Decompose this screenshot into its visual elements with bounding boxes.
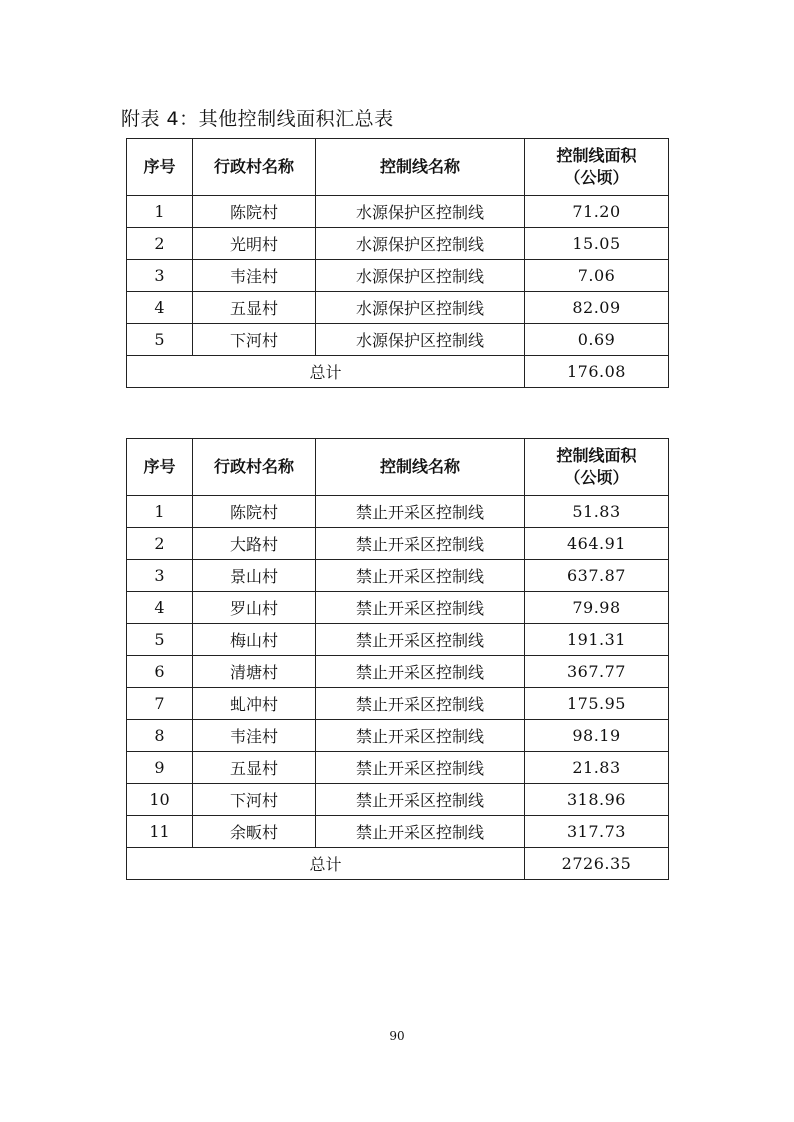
table-row — [127, 656, 669, 688]
row-village: 清塘村 — [193, 656, 316, 688]
row-area: 637.87 — [525, 560, 669, 592]
table-body — [127, 496, 669, 848]
page-number: 90 — [389, 1029, 405, 1043]
row-area: 7.06 — [525, 260, 669, 292]
table-header-row — [127, 139, 669, 196]
row-control-line: 禁止开采区控制线 — [316, 816, 525, 848]
table-row — [127, 324, 669, 356]
table-row — [127, 260, 669, 292]
row-area: 367.77 — [525, 656, 669, 688]
row-control-line: 禁止开采区控制线 — [316, 720, 525, 752]
table-row — [127, 292, 669, 324]
row-area: 15.05 — [525, 228, 669, 260]
table-row — [127, 752, 669, 784]
header-area-title: 控制线面积 — [556, 146, 637, 165]
water-source-control-table — [126, 138, 669, 388]
row-village: 大路村 — [193, 528, 316, 560]
table-row — [127, 196, 669, 228]
row-control-line: 禁止开采区控制线 — [316, 656, 525, 688]
table-row — [127, 816, 669, 848]
row-village: 五显村 — [193, 752, 316, 784]
header-line: 控制线名称 — [316, 439, 525, 496]
header-village: 行政村名称 — [193, 439, 316, 496]
row-control-line: 禁止开采区控制线 — [316, 752, 525, 784]
row-seq: 4 — [127, 592, 193, 624]
row-seq: 7 — [127, 688, 193, 720]
row-area: 191.31 — [525, 624, 669, 656]
table-row — [127, 624, 669, 656]
row-seq: 5 — [127, 624, 193, 656]
row-control-line: 水源保护区控制线 — [316, 260, 525, 292]
row-seq: 6 — [127, 656, 193, 688]
row-seq: 1 — [127, 196, 193, 228]
row-village: 韦洼村 — [193, 260, 316, 292]
total-value: 176.08 — [525, 356, 669, 388]
row-seq: 4 — [127, 292, 193, 324]
table-header-row — [127, 439, 669, 496]
header-area — [525, 439, 669, 496]
row-control-line: 禁止开采区控制线 — [316, 624, 525, 656]
total-label: 总计 — [127, 848, 525, 880]
header-village: 行政村名称 — [193, 139, 316, 196]
header-area-unit: （公顷） — [564, 468, 629, 487]
row-village: 韦洼村 — [193, 720, 316, 752]
row-area: 317.73 — [525, 816, 669, 848]
row-area: 98.19 — [525, 720, 669, 752]
row-control-line: 水源保护区控制线 — [316, 324, 525, 356]
row-seq: 1 — [127, 496, 193, 528]
row-village: 梅山村 — [193, 624, 316, 656]
table-row — [127, 228, 669, 260]
row-village: 余畈村 — [193, 816, 316, 848]
row-village: 陈院村 — [193, 196, 316, 228]
header-area-title: 控制线面积 — [556, 446, 637, 465]
row-control-line: 禁止开采区控制线 — [316, 496, 525, 528]
row-seq: 2 — [127, 228, 193, 260]
table-body — [127, 196, 669, 356]
row-area: 21.83 — [525, 752, 669, 784]
row-area: 464.91 — [525, 528, 669, 560]
row-control-line: 禁止开采区控制线 — [316, 528, 525, 560]
table-row — [127, 560, 669, 592]
row-area: 79.98 — [525, 592, 669, 624]
table-row — [127, 784, 669, 816]
row-area: 82.09 — [525, 292, 669, 324]
row-village: 下河村 — [193, 324, 316, 356]
table-row — [127, 528, 669, 560]
total-label: 总计 — [127, 356, 525, 388]
row-control-line: 禁止开采区控制线 — [316, 688, 525, 720]
row-control-line: 禁止开采区控制线 — [316, 592, 525, 624]
header-seq: 序号 — [127, 439, 193, 496]
total-row — [127, 356, 669, 388]
row-village: 景山村 — [193, 560, 316, 592]
row-seq: 10 — [127, 784, 193, 816]
mining-prohibited-control-table — [126, 438, 669, 880]
row-control-line: 水源保护区控制线 — [316, 196, 525, 228]
row-seq: 9 — [127, 752, 193, 784]
table-row — [127, 592, 669, 624]
row-village: 五显村 — [193, 292, 316, 324]
row-area: 175.95 — [525, 688, 669, 720]
row-control-line: 禁止开采区控制线 — [316, 784, 525, 816]
total-row — [127, 848, 669, 880]
row-seq: 3 — [127, 260, 193, 292]
row-area: 51.83 — [525, 496, 669, 528]
row-village: 陈院村 — [193, 496, 316, 528]
row-village: 虬冲村 — [193, 688, 316, 720]
row-control-line: 水源保护区控制线 — [316, 292, 525, 324]
row-seq: 2 — [127, 528, 193, 560]
row-area: 318.96 — [525, 784, 669, 816]
total-value: 2726.35 — [525, 848, 669, 880]
row-seq: 11 — [127, 816, 193, 848]
header-line: 控制线名称 — [316, 139, 525, 196]
row-control-line: 水源保护区控制线 — [316, 228, 525, 260]
row-control-line: 禁止开采区控制线 — [316, 560, 525, 592]
row-area: 0.69 — [525, 324, 669, 356]
row-seq: 8 — [127, 720, 193, 752]
page-title: 附表 4：其他控制线面积汇总表 — [121, 108, 394, 130]
row-village: 下河村 — [193, 784, 316, 816]
table-row — [127, 496, 669, 528]
row-seq: 5 — [127, 324, 193, 356]
row-village: 罗山村 — [193, 592, 316, 624]
header-area-unit: （公顷） — [564, 168, 629, 187]
table-row — [127, 720, 669, 752]
row-seq: 3 — [127, 560, 193, 592]
table-row — [127, 688, 669, 720]
row-village: 光明村 — [193, 228, 316, 260]
row-area: 71.20 — [525, 196, 669, 228]
header-seq: 序号 — [127, 139, 193, 196]
header-area — [525, 139, 669, 196]
